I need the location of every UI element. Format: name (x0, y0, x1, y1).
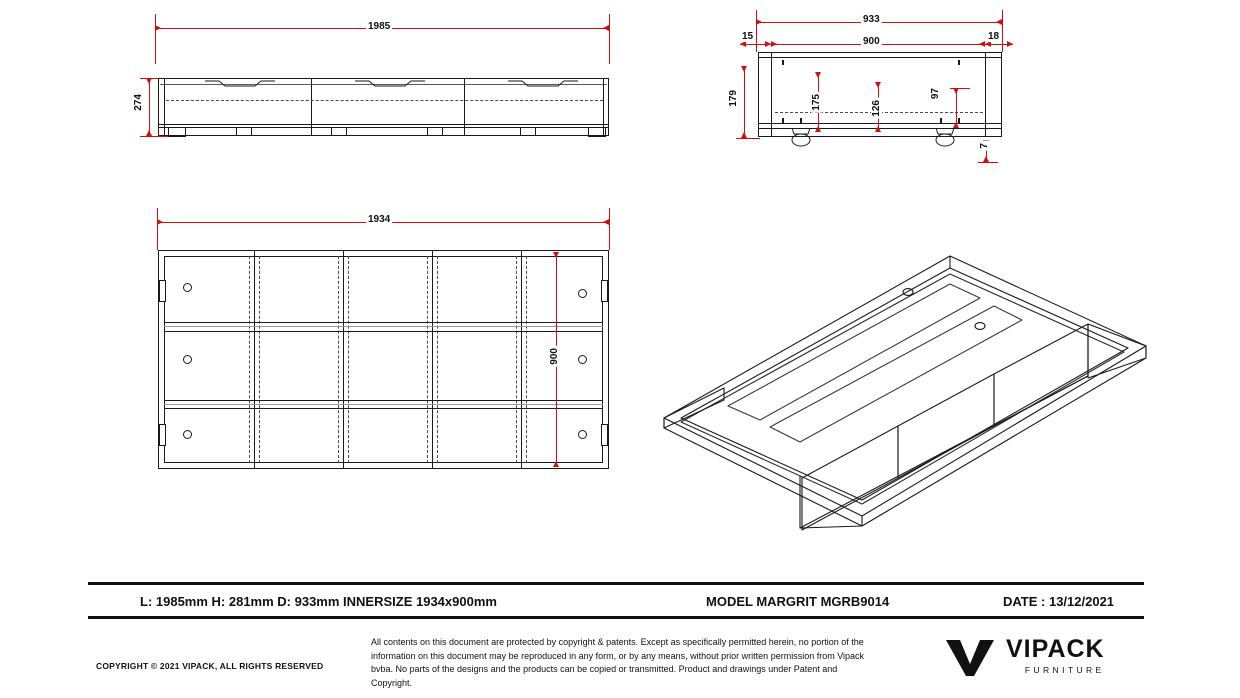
extension-line (978, 162, 998, 163)
drawer-handle-notch (508, 80, 578, 88)
brand-logo (944, 636, 1105, 676)
extension-line (609, 14, 610, 64)
extension-line (140, 136, 168, 137)
dimension-label-7: 7 (979, 143, 990, 149)
fixing-hole (578, 289, 587, 298)
plan-cross-rail-inner (164, 326, 603, 327)
vipack-mark-icon (944, 636, 996, 676)
castor-wheel (788, 128, 814, 148)
extension-line (155, 14, 156, 64)
fixing-mark (800, 118, 802, 124)
spec-dimensions: L: 1985mm H: 281mm D: 933mm INNERSIZE 1934x900mm (140, 594, 497, 609)
extension-line (609, 208, 610, 250)
hidden-divider-line (259, 256, 260, 463)
arrow-up-icon (815, 126, 821, 132)
brand-name: VIPACK (1006, 635, 1105, 663)
dimension-label-18: 18 (988, 31, 1000, 42)
side-body-outline (758, 52, 1002, 137)
footer-rule-bottom (88, 616, 1144, 619)
fixing-mark (958, 60, 960, 65)
base-block (588, 127, 606, 137)
side-top-line (758, 57, 1002, 58)
dimension-line-179 (744, 66, 745, 138)
side-panel-line (771, 52, 772, 137)
fixing-hole (578, 430, 587, 439)
dimension-label-126: 126 (871, 100, 882, 117)
arrow-down-icon (815, 72, 821, 78)
hidden-divider-line (249, 256, 250, 463)
legal-notice: All contents on this document are protected by copyright & patents. Except as specifically permitted herein, no portion of the information on this document may be reproduced in any form, or by any means, without prior written permission from Vipack bvba. No parts of the designs and the products can be copied or transmitted. Product and drawings under Patent and Copyright. (371, 637, 865, 688)
plan-cross-rail (164, 408, 603, 409)
fixing-mark (940, 118, 942, 124)
plan-inner-outline (164, 256, 603, 463)
extension-line (950, 88, 970, 89)
base-block (520, 127, 536, 136)
arrow-right-icon (1007, 41, 1013, 47)
plan-cross-rail (164, 400, 603, 401)
arrow-up-icon (553, 461, 559, 467)
base-block (331, 127, 347, 136)
spec-model: MODEL MARGRIT MGRB9014 (706, 594, 890, 609)
hidden-divider-line (516, 256, 517, 463)
drawer-handle-notch (355, 80, 425, 88)
arrow-down-icon (741, 66, 747, 72)
copyright-notice: COPYRIGHT © 2021 VIPACK, ALL RIGHTS RESERVED (96, 661, 324, 671)
arrow-down-icon (875, 82, 881, 88)
brand-subtitle: FURNITURE (1024, 665, 1105, 675)
isometric-drawer-unit (650, 228, 1160, 548)
front-plinth-line-2 (158, 127, 609, 128)
dimension-label-15: 15 (742, 31, 754, 42)
side-panel-line (985, 52, 986, 137)
front-drawer-divider (311, 78, 312, 136)
dimension-label-900-side: 900 (863, 36, 880, 47)
arrow-left-icon (603, 25, 609, 31)
dimension-label-900-plan: 900 (549, 348, 560, 365)
fixing-hole (183, 355, 192, 364)
side-fitting (601, 424, 608, 446)
front-end-panel-line (164, 78, 165, 136)
arrow-right-icon (155, 25, 161, 31)
front-drawer-divider (464, 78, 465, 136)
hidden-divider-line (427, 256, 428, 463)
plan-divider (432, 250, 433, 469)
fixing-mark (782, 60, 784, 65)
side-bottom-line (758, 123, 1002, 124)
dimension-label-1934: 1934 (368, 214, 391, 225)
plan-divider (254, 250, 255, 469)
side-fitting (159, 424, 166, 446)
dimension-line-274 (149, 78, 150, 136)
front-plinth-line (158, 124, 609, 125)
arrow-right-icon (765, 41, 771, 47)
arrow-down-icon (553, 252, 559, 258)
dimension-label-933: 933 (863, 14, 880, 25)
extension-line (157, 208, 158, 250)
plan-cross-rail (164, 331, 603, 332)
dimension-label-179: 179 (728, 90, 739, 107)
hidden-divider-line (437, 256, 438, 463)
extension-line (1002, 10, 1003, 52)
base-block (427, 127, 443, 136)
extension-line (756, 10, 757, 52)
plan-divider (521, 250, 522, 469)
plan-divider (343, 250, 344, 469)
drawer-handle-notch (205, 80, 275, 88)
dimension-label-175: 175 (811, 94, 822, 111)
arrow-up-icon (875, 126, 881, 132)
fixing-hole (183, 430, 192, 439)
fixing-mark (782, 118, 784, 124)
dimension-label-1985: 1985 (368, 21, 391, 32)
arrow-left-icon (603, 219, 609, 225)
hidden-divider-line (526, 256, 527, 463)
arrow-up-icon (953, 122, 959, 128)
side-fitting (159, 280, 166, 302)
fixing-hole (578, 355, 587, 364)
dimension-label-274: 274 (133, 94, 144, 111)
plan-cross-rail (164, 322, 603, 323)
hidden-divider-line (348, 256, 349, 463)
spec-date: DATE : 13/12/2021 (1003, 594, 1115, 609)
plan-cross-rail-inner (164, 404, 603, 405)
extension-line (736, 138, 760, 139)
side-fitting (601, 280, 608, 302)
footer-rule-top (88, 582, 1144, 585)
arrow-right-icon (756, 19, 762, 25)
castor-wheel (932, 128, 958, 148)
arrow-right-icon (157, 219, 163, 225)
arrow-right-icon (771, 41, 777, 47)
fixing-hole (183, 283, 192, 292)
arrow-left-icon (996, 19, 1002, 25)
dimension-label-97: 97 (930, 88, 941, 100)
base-block (168, 127, 186, 137)
base-block (236, 127, 252, 136)
hidden-divider-line (338, 256, 339, 463)
hidden-structure-line (166, 100, 603, 101)
